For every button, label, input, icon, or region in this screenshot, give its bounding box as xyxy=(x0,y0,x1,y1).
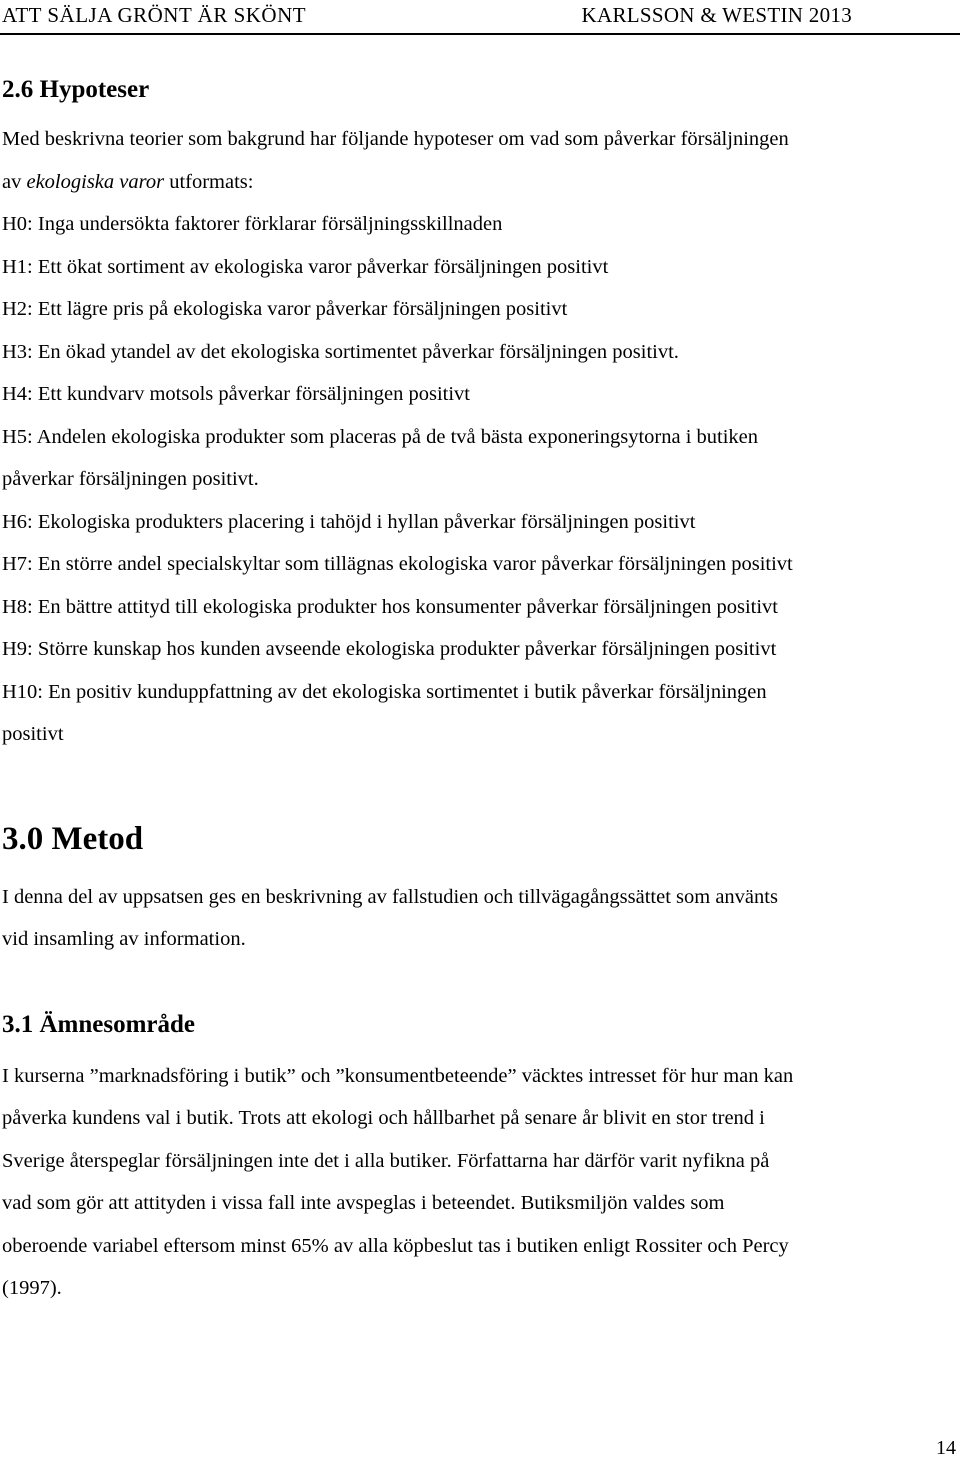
paragraph-line: I kurserna ”marknadsföring i butik” och ”konsumentbeteende” väcktes intresset för hur man kan xyxy=(2,1064,794,1087)
hypothesis-line: H10: En positiv kunduppfattning av det ekologiska sortimentet i butik påverkar försäljningen xyxy=(2,680,767,703)
hypothesis-line: H0: Inga undersökta faktorer förklarar försäljningsskillnaden xyxy=(2,213,503,235)
hypothesis-line: H9: Större kunskap hos kunden avseende ekologiska produkter påverkar försäljningen positivt xyxy=(2,638,777,660)
hypothesis-line: påverkar försäljningen positivt. xyxy=(2,468,259,490)
hypothesis-line: H3: En ökad ytandel av det ekologiska sortimentet påverkar försäljningen positivt. xyxy=(2,340,679,363)
header-authors: KARLSSON & WESTIN 2013 xyxy=(581,3,852,27)
hypothesis-line: H5: Andelen ekologiska produkter som placeras på de två bästa exponeringsytorna i butiken xyxy=(2,425,759,448)
paragraph-line: Sverige återspeglar försäljningen inte det i alla butiker. Författarna har därför varit nyfikna på xyxy=(2,1149,770,1172)
paragraph-line: (1997). xyxy=(2,1277,62,1299)
metod-paragraph xyxy=(2,876,958,961)
section-heading-amnesomrade: 3.1 Ämnesområde xyxy=(2,1010,196,1038)
hypothesis-line: H6: Ekologiska produkters placering i tahöjd i hyllan påverkar försäljningen positivt xyxy=(2,510,696,533)
intro-line xyxy=(2,161,958,204)
hypothesis-line: H8: En bättre attityd till ekologiska produkter hos konsumenter påverkar försäljningen positivt xyxy=(2,595,778,618)
paragraph-line: påverka kundens val i butik. Trots att ekologi och hållbarhet på senare år blivit en stor trend i xyxy=(2,1107,765,1129)
intro-line: Med beskrivna teorier som bakgrund har följande hypoteser om vad som påverkar försäljningen xyxy=(2,128,789,150)
section-heading-hypoteser: 2.6 Hypoteser xyxy=(2,76,150,103)
hypoteser-intro xyxy=(2,118,958,203)
paragraph-line: I denna del av uppsatsen ges en beskrivning av fallstudien och tillvägagångssättet som använts xyxy=(2,885,778,908)
hypothesis-line: positivt xyxy=(2,723,64,745)
intro-suffix: utformats: xyxy=(164,170,254,193)
amnesomrade-paragraph xyxy=(2,1055,958,1310)
running-header xyxy=(0,2,960,32)
hypothesis-line: H2: Ett lägre pris på ekologiska varor påverkar försäljningen positivt xyxy=(2,298,568,320)
paragraph-line: oberoende variabel eftersom minst 65% av alla köpbeslut tas i butiken enligt Rossiter och Percy xyxy=(2,1234,789,1257)
hypothesis-line: H7: En större andel specialskyltar som tillägnas ekologiska varor påverkar försäljningen positivt xyxy=(2,553,793,575)
paragraph-line: vid insamling av information. xyxy=(2,928,246,950)
hypotheses-list xyxy=(2,203,958,756)
page-body xyxy=(2,68,958,1310)
intro-italic-term: ekologiska varor xyxy=(26,170,165,193)
section-heading-metod: 3.0 Metod xyxy=(2,820,144,857)
paragraph-line: vad som gör att attityden i vissa fall inte avspeglas i beteendet. Butiksmiljön valdes som xyxy=(2,1192,725,1214)
page-number: 14 xyxy=(936,1437,956,1459)
intro-prefix: av xyxy=(2,170,27,193)
hypothesis-line: H4: Ett kundvarv motsols påverkar försäljningen positivt xyxy=(2,383,471,405)
header-divider xyxy=(0,33,960,35)
header-title: ATT SÄLJA GRÖNT ÄR SKÖNT xyxy=(2,3,307,27)
hypothesis-line: H1: Ett ökat sortiment av ekologiska varor påverkar försäljningen positivt xyxy=(2,255,609,278)
